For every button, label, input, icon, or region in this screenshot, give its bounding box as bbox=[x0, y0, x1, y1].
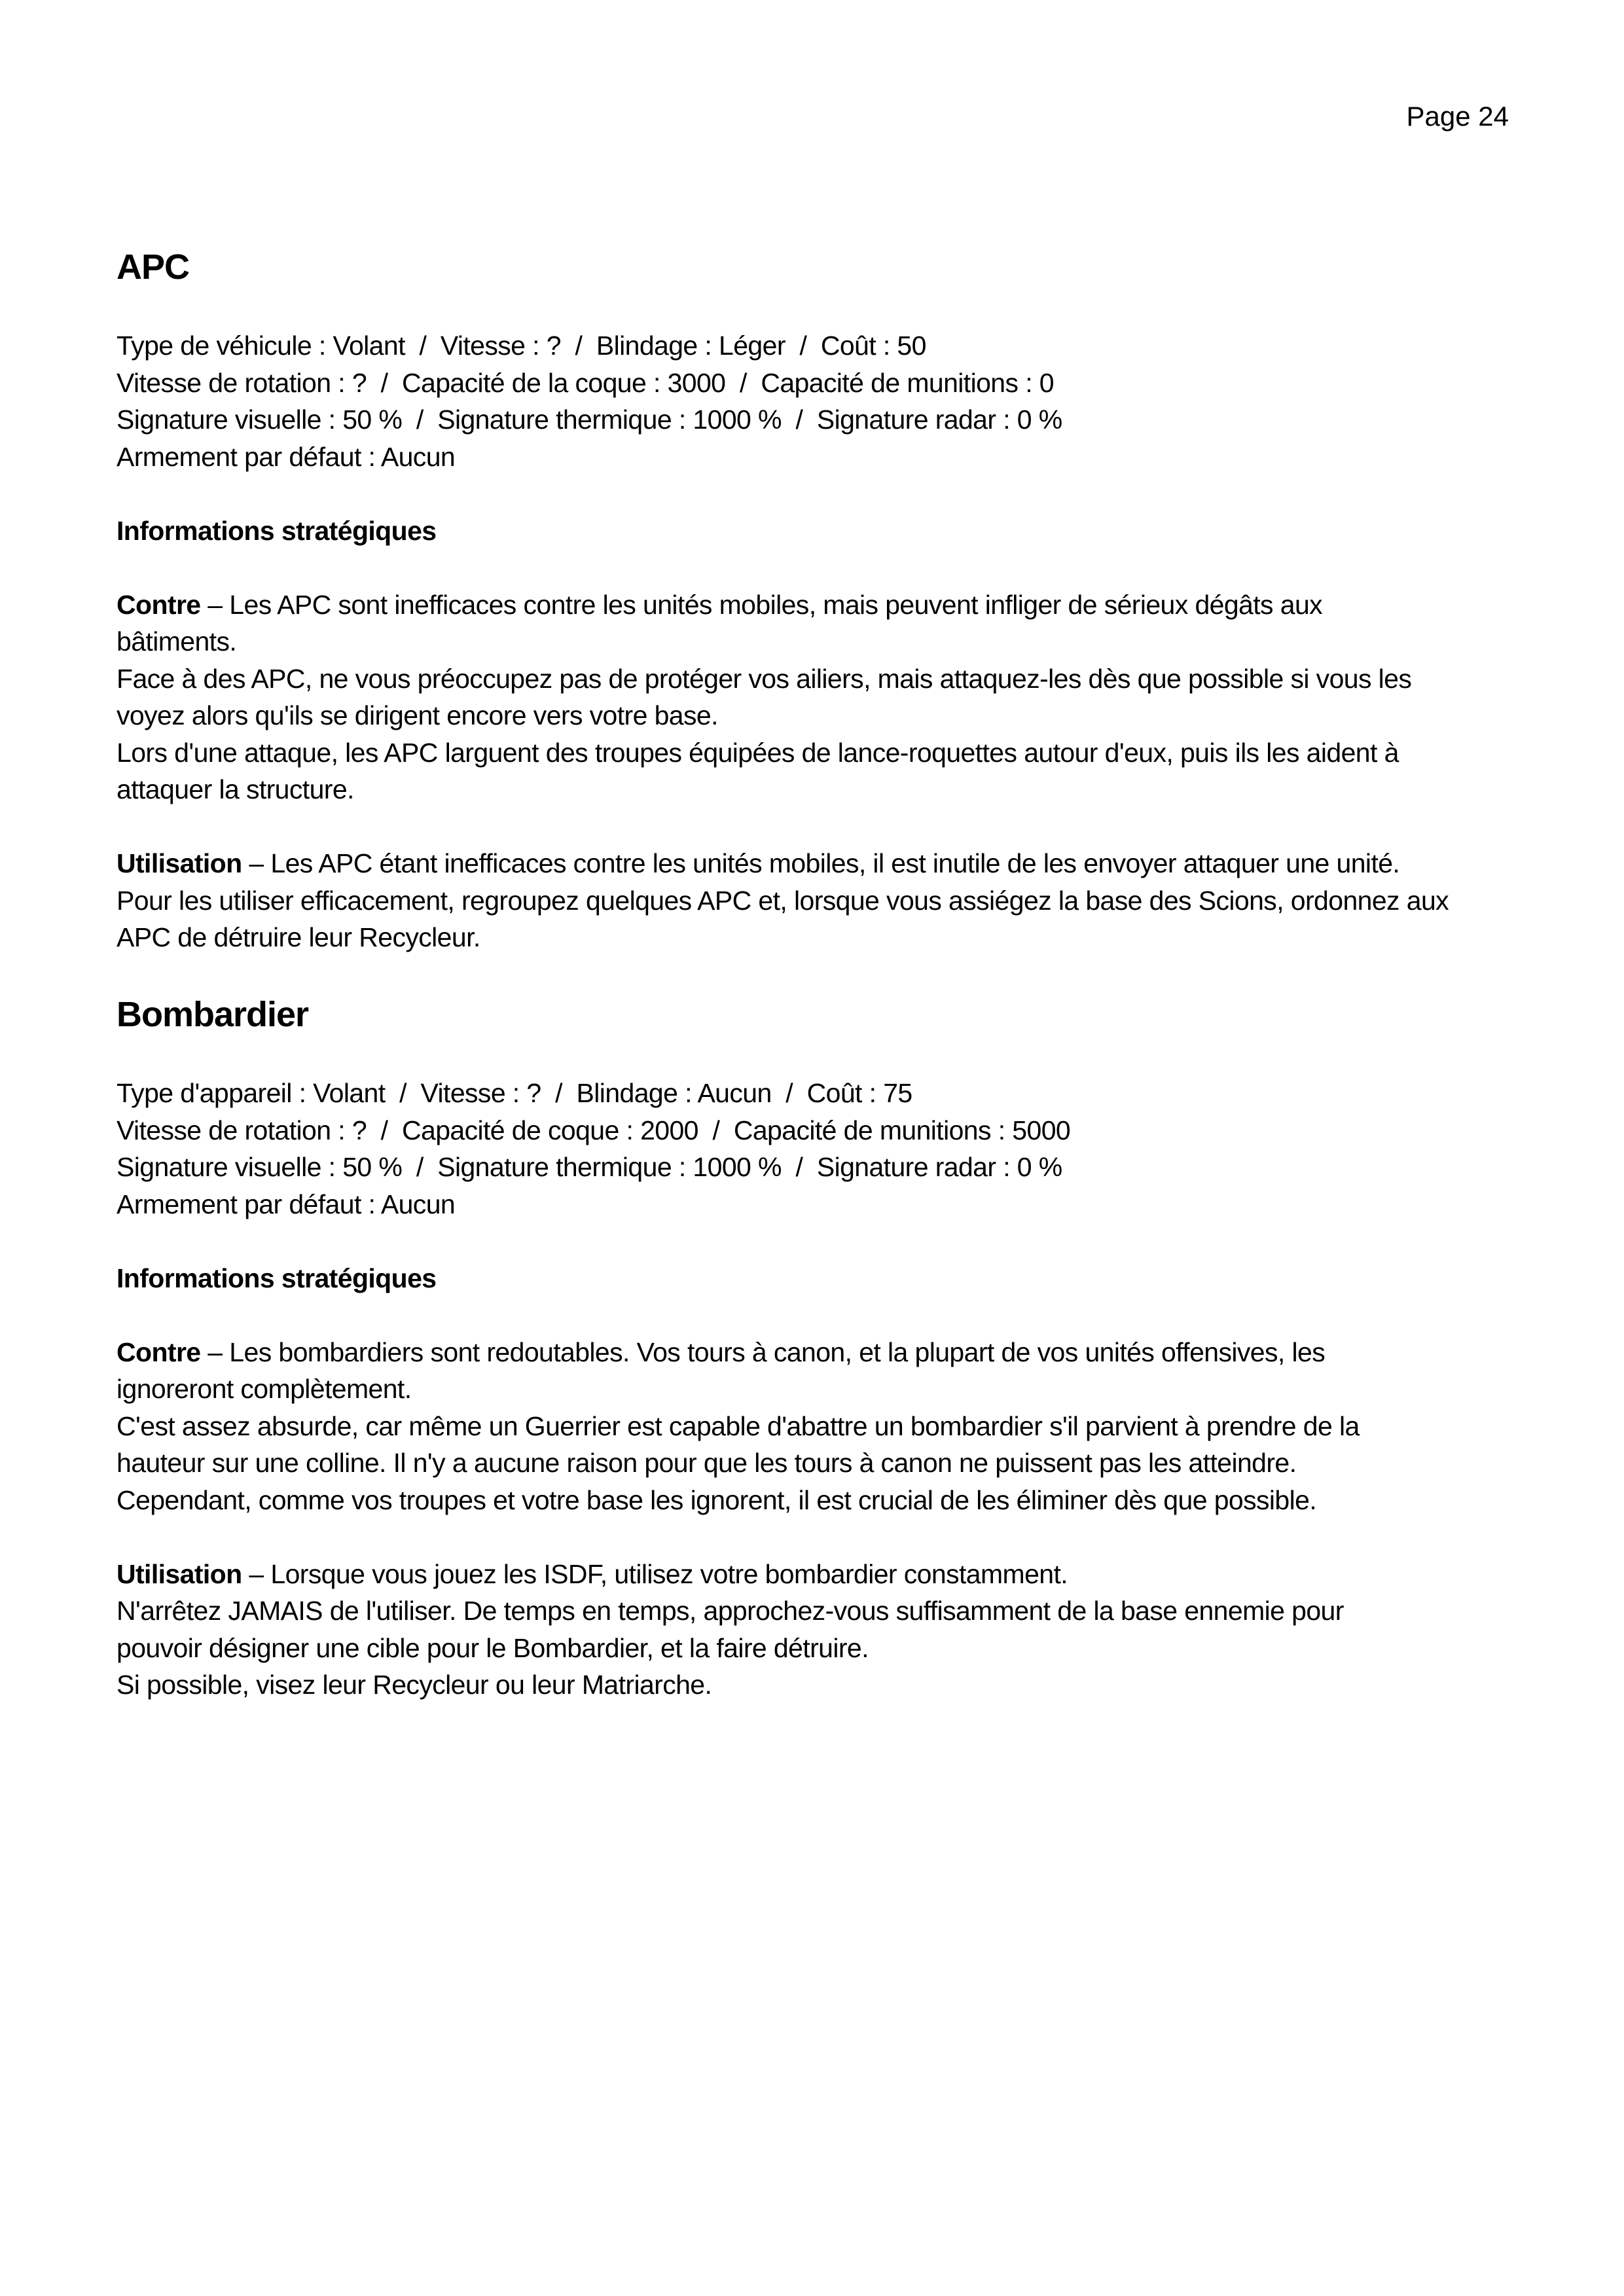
stat-line: Signature visuelle : 50 % / Signature thermique : 1000 % / Signature radar : 0 % bbox=[117, 1152, 1062, 1182]
text-line: Si possible, visez leur Recycleur ou leur Matriarche. bbox=[117, 1670, 712, 1700]
utilisation-label: Utilisation bbox=[117, 848, 242, 878]
text-line: – Lorsque vous jouez les ISDF, utilisez votre bombardier constamment. bbox=[242, 1558, 1068, 1589]
stat-line: Signature visuelle : 50 % / Signature thermique : 1000 % / Signature radar : 0 % bbox=[117, 404, 1062, 435]
text-line: voyez alors qu'ils se dirigent encore vers votre base. bbox=[117, 700, 718, 730]
text-line: C'est assez absurde, car même un Guerrier est capable d'abattre un bombardier s'il parvient à prendre de la bbox=[117, 1410, 1360, 1441]
section-title: APC bbox=[117, 247, 190, 287]
stats-block bbox=[117, 1075, 1517, 1223]
text-line: N'arrêtez JAMAIS de l'utiliser. De temps en temps, approchez-vous suffisamment de la base ennemie pour bbox=[117, 1596, 1344, 1626]
stat-line: Vitesse de rotation : ? / Capacité de la coque : 3000 / Capacité de munitions : 0 bbox=[117, 367, 1054, 398]
text-line: Face à des APC, ne vous préoccupez pas de protéger vos ailiers, mais attaquez-les dès que possible si vous les bbox=[117, 663, 1412, 694]
stat-line: Type de véhicule : Volant / Vitesse : ? / Blindage : Léger / Coût : 50 bbox=[117, 331, 926, 361]
text-line: Cependant, comme vos troupes et votre base les ignorent, il est crucial de les éliminer dès que possible. bbox=[117, 1484, 1317, 1515]
text-line: – Les bombardiers sont redoutables. Vos tours à canon, et la plupart de vos unités offensives, les bbox=[200, 1336, 1326, 1367]
text-line: – Les APC étant inefficaces contre les unités mobiles, il est inutile de les envoyer attaquer une unité. bbox=[242, 848, 1400, 878]
stat-line: Type d'appareil : Volant / Vitesse : ? / Blindage : Aucun / Coût : 75 bbox=[117, 1078, 912, 1108]
contre-label: Contre bbox=[117, 1336, 201, 1367]
utilisation-label: Utilisation bbox=[117, 1558, 242, 1589]
contre-label: Contre bbox=[117, 589, 201, 620]
stats-block bbox=[117, 327, 1517, 475]
stat-line: Vitesse de rotation : ? / Capacité de coque : 2000 / Capacité de munitions : 5000 bbox=[117, 1115, 1071, 1145]
text-line: hauteur sur une colline. Il n'y a aucune raison pour que les tours à canon ne puissent pas les atteindre. bbox=[117, 1448, 1297, 1478]
utilisation-paragraph bbox=[117, 1556, 1517, 1704]
text-line: pouvoir désigner une cible pour le Bombardier, et la faire détruire. bbox=[117, 1632, 869, 1663]
section-bombardier bbox=[117, 994, 1517, 1704]
utilisation-paragraph bbox=[117, 845, 1517, 956]
text-line: attaquer la structure. bbox=[117, 774, 354, 804]
text-line: bâtiments. bbox=[117, 626, 237, 656]
contre-paragraph bbox=[117, 1334, 1517, 1519]
page-number: Page 24 bbox=[1406, 101, 1509, 132]
section-title: Bombardier bbox=[117, 995, 309, 1034]
strategy-heading: Informations stratégiques bbox=[117, 1263, 437, 1293]
strategy-heading: Informations stratégiques bbox=[117, 515, 437, 546]
text-line: – Les APC sont inefficaces contre les unités mobiles, mais peuvent infliger de sérieux dégâts aux bbox=[200, 589, 1323, 620]
text-line: APC de détruire leur Recycleur. bbox=[117, 922, 480, 952]
stat-line: Armement par défaut : Aucun bbox=[117, 1189, 456, 1219]
stat-line: Armement par défaut : Aucun bbox=[117, 441, 456, 472]
text-line: Pour les utiliser efficacement, regroupez quelques APC et, lorsque vous assiégez la base des Scions, ordonnez aux bbox=[117, 885, 1449, 916]
section-apc bbox=[117, 246, 1517, 956]
text-line: ignoreront complètement. bbox=[117, 1374, 412, 1404]
text-line: Lors d'une attaque, les APC larguent des troupes équipées de lance-roquettes autour d'eux, puis ils les aident à bbox=[117, 737, 1399, 768]
contre-paragraph bbox=[117, 586, 1517, 808]
